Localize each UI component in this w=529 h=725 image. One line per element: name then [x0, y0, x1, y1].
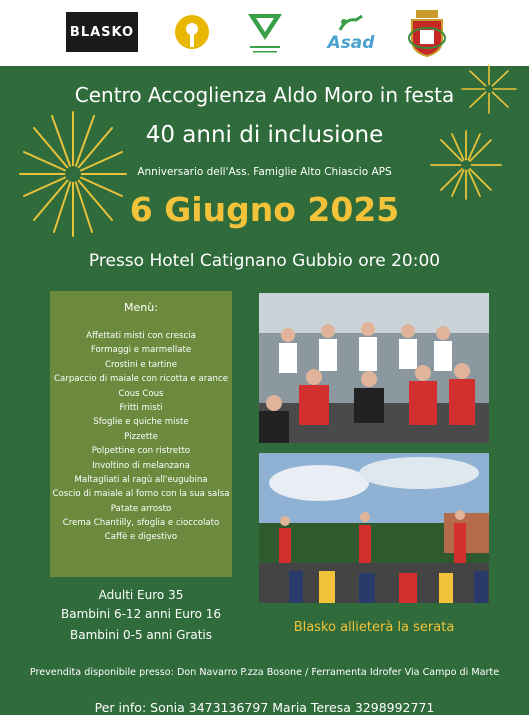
menu-item: Affettati misti con crescia — [86, 331, 196, 341]
anniversary-line: Anniversario dell'Ass. Famiglie Alto Chiascio APS — [137, 166, 392, 178]
menu-item: Caffè e digestivo — [104, 532, 178, 543]
menu-heading: Menù: — [124, 301, 158, 314]
blasko-logo — [66, 12, 138, 52]
menu-item: Patate arrosto — [110, 503, 172, 514]
group-photo-outdoor — [259, 453, 489, 603]
menu-item: Pizzette — [124, 431, 158, 442]
menu-item: Involtino di melanzana — [92, 460, 190, 471]
menu-item: Carpaccio di maiale con ricotta e arance — [54, 374, 228, 385]
event-title: Centro Accoglienza Aldo Moro in festa — [74, 83, 455, 107]
menu-item: Crema Chantilly, sfoglia e cioccolato — [62, 518, 220, 529]
entertainment-line: Blasko allieterà la serata — [293, 620, 455, 635]
green-triangle-logo-icon — [244, 10, 286, 56]
asad-logo-icon — [322, 10, 380, 56]
menu-box — [50, 291, 232, 577]
menu-list — [50, 329, 232, 545]
menu-item: Cous Cous — [118, 388, 164, 399]
bottom-border — [0, 715, 529, 725]
price-children-6-12: Bambini 6-12 anni Euro 16 — [60, 607, 222, 621]
menu-item: Formaggi e marmellate — [90, 345, 192, 356]
menu-item: Coscio di maiale al forno con la sua salsa — [52, 489, 230, 500]
price-adults: Adulti Euro 35 — [98, 588, 184, 602]
event-date: 6 Giugno 2025 — [129, 190, 400, 229]
menu-item: Polpettine con ristretto — [91, 446, 191, 457]
blasko-logo-text: BLASKO — [69, 24, 135, 40]
menu-item: Maltagliati al ragù all'eugubina — [74, 474, 208, 485]
venue-line: Presso Hotel Catignano Gubbio ore 20:00 — [88, 251, 441, 271]
menu-item: Fritti misti — [119, 402, 163, 413]
menu-item: Sfoglie e quiche miste — [93, 417, 189, 428]
price-children-0-5: Bambini 0-5 anni Gratis — [70, 628, 212, 642]
sun-logo-icon — [172, 12, 212, 52]
asad-logo-text: Asad — [327, 33, 375, 53]
presale-info: Prevendita disponibile presso: Don Navarro P.zza Bosone / Ferramenta Idrofer Via Campo di Marte — [29, 667, 500, 678]
municipal-crest-icon — [406, 8, 448, 58]
event-subtitle: 40 anni di inclusione — [145, 122, 384, 148]
contact-info: Per info: Sonia 3473136797 Maria Teresa 3298992771 — [94, 700, 435, 715]
menu-item: Crostini e tartine — [104, 359, 178, 370]
group-photo-indoor — [259, 293, 489, 443]
